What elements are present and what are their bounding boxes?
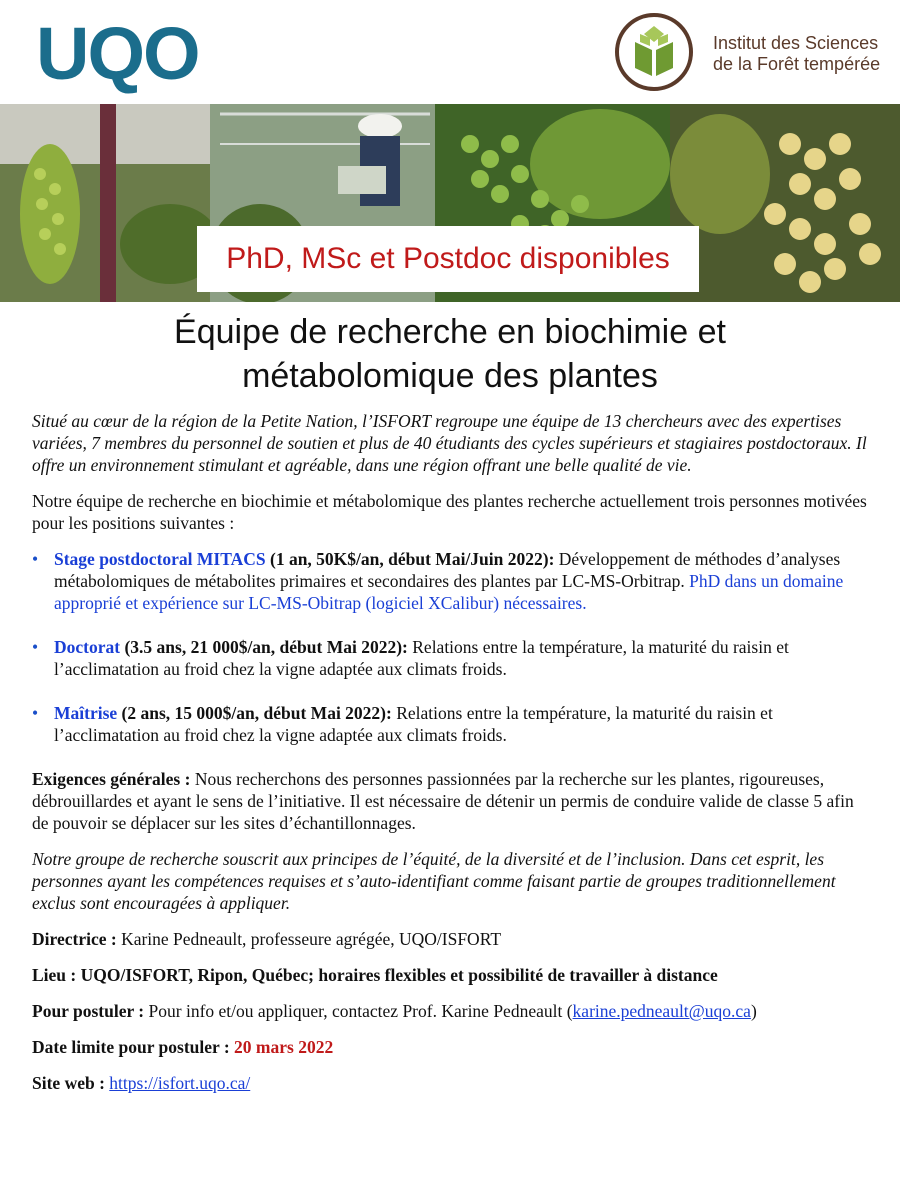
position-terms: (2 ans, 15 000$/an, début Mai 2022): xyxy=(117,703,392,723)
director-label: Directrice : xyxy=(32,929,117,949)
apply-label: Pour postuler : xyxy=(32,1001,145,1021)
apply-close: ) xyxy=(750,1001,757,1021)
position-terms: (3.5 ans, 21 000$/an, début Mai 2022): xyxy=(120,637,408,657)
website-link[interactable]: https://isfort.uqo.ca/ xyxy=(109,1073,251,1093)
position-item-maitrise xyxy=(32,702,872,746)
position-item-postdoc xyxy=(32,548,872,614)
lead-paragraph: Notre équipe de recherche en biochimie et métabolomique des plantes recherche actuellement trois personnes motivées pour les positions suivantes : xyxy=(32,491,867,533)
bullet: • xyxy=(32,703,39,723)
title-line1: Équipe de recherche en biochimie et xyxy=(174,313,726,351)
website-line xyxy=(32,1072,872,1094)
email-link[interactable]: karine.pedneault@uqo.ca xyxy=(572,1001,751,1021)
position-desc: Développement de méthodes d’analyses métabolomiques de métabolites primaires et secondaires des plantes par LC-MS-Orbitrap. xyxy=(54,549,841,591)
positions-available-badge: PhD, MSc et Postdoc disponibles xyxy=(197,226,699,292)
position-item-doctorat xyxy=(32,636,872,680)
page-title xyxy=(0,310,900,398)
location-line: Lieu : UQO/ISFORT, Ripon, Québec; horaires flexibles et possibilité de travailler à distance xyxy=(32,965,718,985)
bullet: • xyxy=(32,637,39,657)
deadline-label: Date limite pour postuler : xyxy=(32,1037,230,1057)
position-name: Maîtrise xyxy=(54,703,118,723)
position-requirements: PhD dans un domaine approprié et expérience sur LC-MS-Obitrap (logiciel XCalibur) nécessaires. xyxy=(54,571,844,613)
apply-value: Pour info et/ou appliquer, contactez Prof. Karine Pedneault ( xyxy=(144,1001,573,1021)
main-content xyxy=(32,410,872,1108)
requirements-label: Exigences générales : xyxy=(32,769,191,789)
director-value: Karine Pedneault, professeure agrégée, UQO/ISFORT xyxy=(116,929,502,949)
position-name: Doctorat xyxy=(54,637,121,657)
position-desc: Relations entre la température, la maturité du raisin et l’acclimatation au froid chez la vigne adaptée aux climats froids. xyxy=(54,637,789,679)
institute-line1: Institut des Sciences xyxy=(713,33,879,53)
institute-line2: de la Forêt tempérée xyxy=(713,54,881,74)
institute-name xyxy=(713,33,880,75)
website-label: Site web : xyxy=(32,1073,105,1093)
requirements-text: Nous recherchons des personnes passionnées par la recherche sur les plantes, rigoureuses, débrouillardes et ayant le sens de l’initiative. Il est nécessaire de détenir un permis de conduire valide de classe 5 afin de pouvoir se déplacer sur les sites d’échantillonnages. xyxy=(32,769,854,833)
page-header xyxy=(0,0,900,104)
deadline-value: 20 mars 2022 xyxy=(229,1037,334,1057)
position-name: Stage postdoctoral MITACS xyxy=(54,549,266,569)
requirements-paragraph xyxy=(32,768,872,834)
uqo-logo: UQO xyxy=(36,12,199,95)
director-line xyxy=(32,928,872,950)
deadline-line xyxy=(32,1036,872,1058)
equity-statement: Notre groupe de recherche souscrit aux principes de l’équité, de la diversité et de l’inclusion. Dans cet esprit, les personnes ayant les compétences requises et s’auto-identifiant comme faisant partie de groupes traditionnellement exclus sont encouragées à appliquer. xyxy=(32,849,836,913)
positions-list xyxy=(32,548,872,746)
isfort-logo-icon xyxy=(614,12,694,92)
title-line2: métabolomique des plantes xyxy=(242,357,658,395)
bullet: • xyxy=(32,549,39,569)
intro-paragraph: Situé au cœur de la région de la Petite Nation, l’ISFORT regroupe une équipe de 13 chercheurs avec des expertises variées, 7 membres du personnel de soutien et plus de 40 étudiants des cycles supérieurs et stagiaires postdoctoraux. Il offre un environnement stimulant et agréable, dans une région offrant une belle qualité de vie. xyxy=(32,411,867,475)
position-terms: (1 an, 50K$/an, début Mai/Juin 2022): xyxy=(265,549,555,569)
position-desc: Relations entre la température, la maturité du raisin et l’acclimatation au froid chez la vigne adaptée aux climats froids. xyxy=(54,703,773,745)
apply-line xyxy=(32,1000,872,1022)
